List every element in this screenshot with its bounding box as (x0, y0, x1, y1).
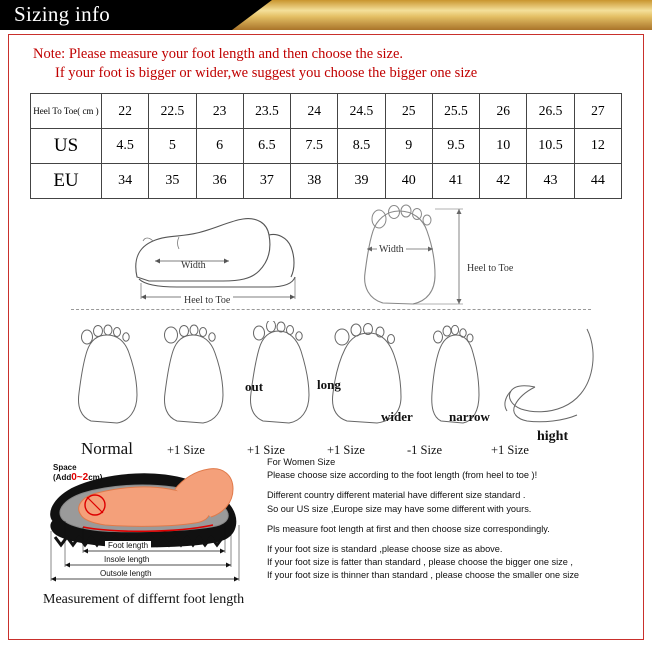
size-caption-hight: +1 Size (491, 443, 529, 457)
bottom-section (9, 455, 643, 605)
table-cell: 40 (385, 164, 432, 199)
guide-line-5: Pls measure foot length at first and then choose size correspondingly. (267, 523, 550, 534)
note-line-2: If your foot is bigger or wider,we suggest you choose the bigger one size (55, 65, 478, 81)
foot-types-icon-row (71, 321, 631, 431)
table-cell: 25 (385, 94, 432, 129)
table-cell: 6.5 (243, 129, 290, 164)
row-header: US (31, 129, 102, 164)
space-add-label: (Add (53, 473, 72, 482)
space-unit: cm) (88, 473, 103, 482)
table-cell: 26.5 (527, 94, 574, 129)
heel-to-toe-label-left: Heel to Toe (181, 295, 233, 306)
measure-label-foot-length: Foot length (105, 541, 151, 550)
table-cell: 12 (574, 129, 621, 164)
measure-label-insole-length: Insole length (101, 555, 152, 564)
table-cell: 27 (574, 94, 621, 129)
row-header: Heel To Toe( cm ) (31, 94, 102, 129)
table-cell: 41 (432, 164, 479, 199)
table-cell: 7.5 (291, 129, 338, 164)
table-cell: 34 (102, 164, 149, 199)
divider (71, 309, 591, 310)
foot-diagram-area (9, 203, 643, 458)
table-row (31, 129, 622, 164)
foot-shape-label-narrow: narrow (449, 409, 490, 424)
table-cell: 37 (243, 164, 290, 199)
table-cell: 24.5 (338, 94, 385, 129)
page-header (0, 0, 652, 30)
table-row (31, 164, 622, 199)
size-caption-narrow: -1 Size (407, 443, 443, 457)
size-caption-out: +1 Size (167, 443, 205, 457)
table-cell: 39 (338, 164, 385, 199)
table-cell: 44 (574, 164, 621, 199)
table-cell: 5 (149, 129, 196, 164)
table-cell: 38 (291, 164, 338, 199)
table-cell: 9.5 (432, 129, 479, 164)
guide-line-6: If your foot size is standard ,please choose size as above. (267, 544, 503, 555)
table-cell: 22 (102, 94, 149, 129)
width-label-right: Width (379, 244, 404, 255)
table-cell: 26 (480, 94, 527, 129)
measurement-caption: Measurement of differnt foot length (43, 592, 245, 607)
foot-shape-label-long: long (317, 377, 341, 392)
size-caption-long: +1 Size (247, 443, 285, 457)
table-cell: 4.5 (102, 129, 149, 164)
width-label-left: Width (181, 260, 206, 271)
sizing-info-panel (8, 34, 644, 640)
guide-line-8: If your foot size is thinner than standard , please choose the smaller one size (267, 570, 580, 581)
table-cell: 9 (385, 129, 432, 164)
table-cell: 23 (196, 94, 243, 129)
gold-banner (232, 0, 652, 30)
table-cell: 25.5 (432, 94, 479, 129)
size-guide-text (267, 457, 635, 591)
measure-label-outsole-length: Outsole length (97, 569, 155, 578)
side-view-foot-icon (119, 207, 349, 302)
row-header: EU (31, 164, 102, 199)
guide-line-1: For Women Size (267, 457, 336, 467)
guide-line-2: Please choose size according to the foot length (from heel to toe )! (267, 470, 538, 481)
heel-to-toe-label-right: Heel to Toe (467, 263, 514, 274)
table-cell: 42 (480, 164, 527, 199)
sole-top-view-icon (339, 203, 539, 308)
size-caption-normal: Normal (81, 439, 133, 458)
table-cell: 10.5 (527, 129, 574, 164)
table-cell: 36 (196, 164, 243, 199)
note-line-1: Note: Please measure your foot length and then choose the size. (33, 46, 404, 62)
foot-shape-label-out: out (245, 379, 264, 394)
space-value: 0~2 (71, 472, 89, 483)
space-label: Space (53, 463, 77, 472)
table-cell: 23.5 (243, 94, 290, 129)
foot-shape-label-wider: wider (381, 409, 413, 424)
table-row (31, 94, 622, 129)
table-cell: 10 (480, 129, 527, 164)
table-cell: 22.5 (149, 94, 196, 129)
table-cell: 24 (291, 94, 338, 129)
size-caption-wider: +1 Size (327, 443, 365, 457)
guide-line-3: Different country different material have different size standard . (267, 490, 526, 501)
guide-line-4: So our US size ,Europe size may have some different with yours. (267, 503, 532, 514)
table-cell: 8.5 (338, 129, 385, 164)
table-cell: 43 (527, 164, 574, 199)
table-cell: 6 (196, 129, 243, 164)
page-title: Sizing info (14, 2, 111, 26)
guide-line-7: If your foot size is fatter than standard , please choose the bigger one size , (267, 557, 573, 568)
shoe-space-label-group (53, 463, 102, 483)
size-chart-table (30, 93, 622, 199)
table-cell: 35 (149, 164, 196, 199)
foot-shape-label-hight: hight (537, 429, 569, 444)
note-block (9, 35, 643, 87)
